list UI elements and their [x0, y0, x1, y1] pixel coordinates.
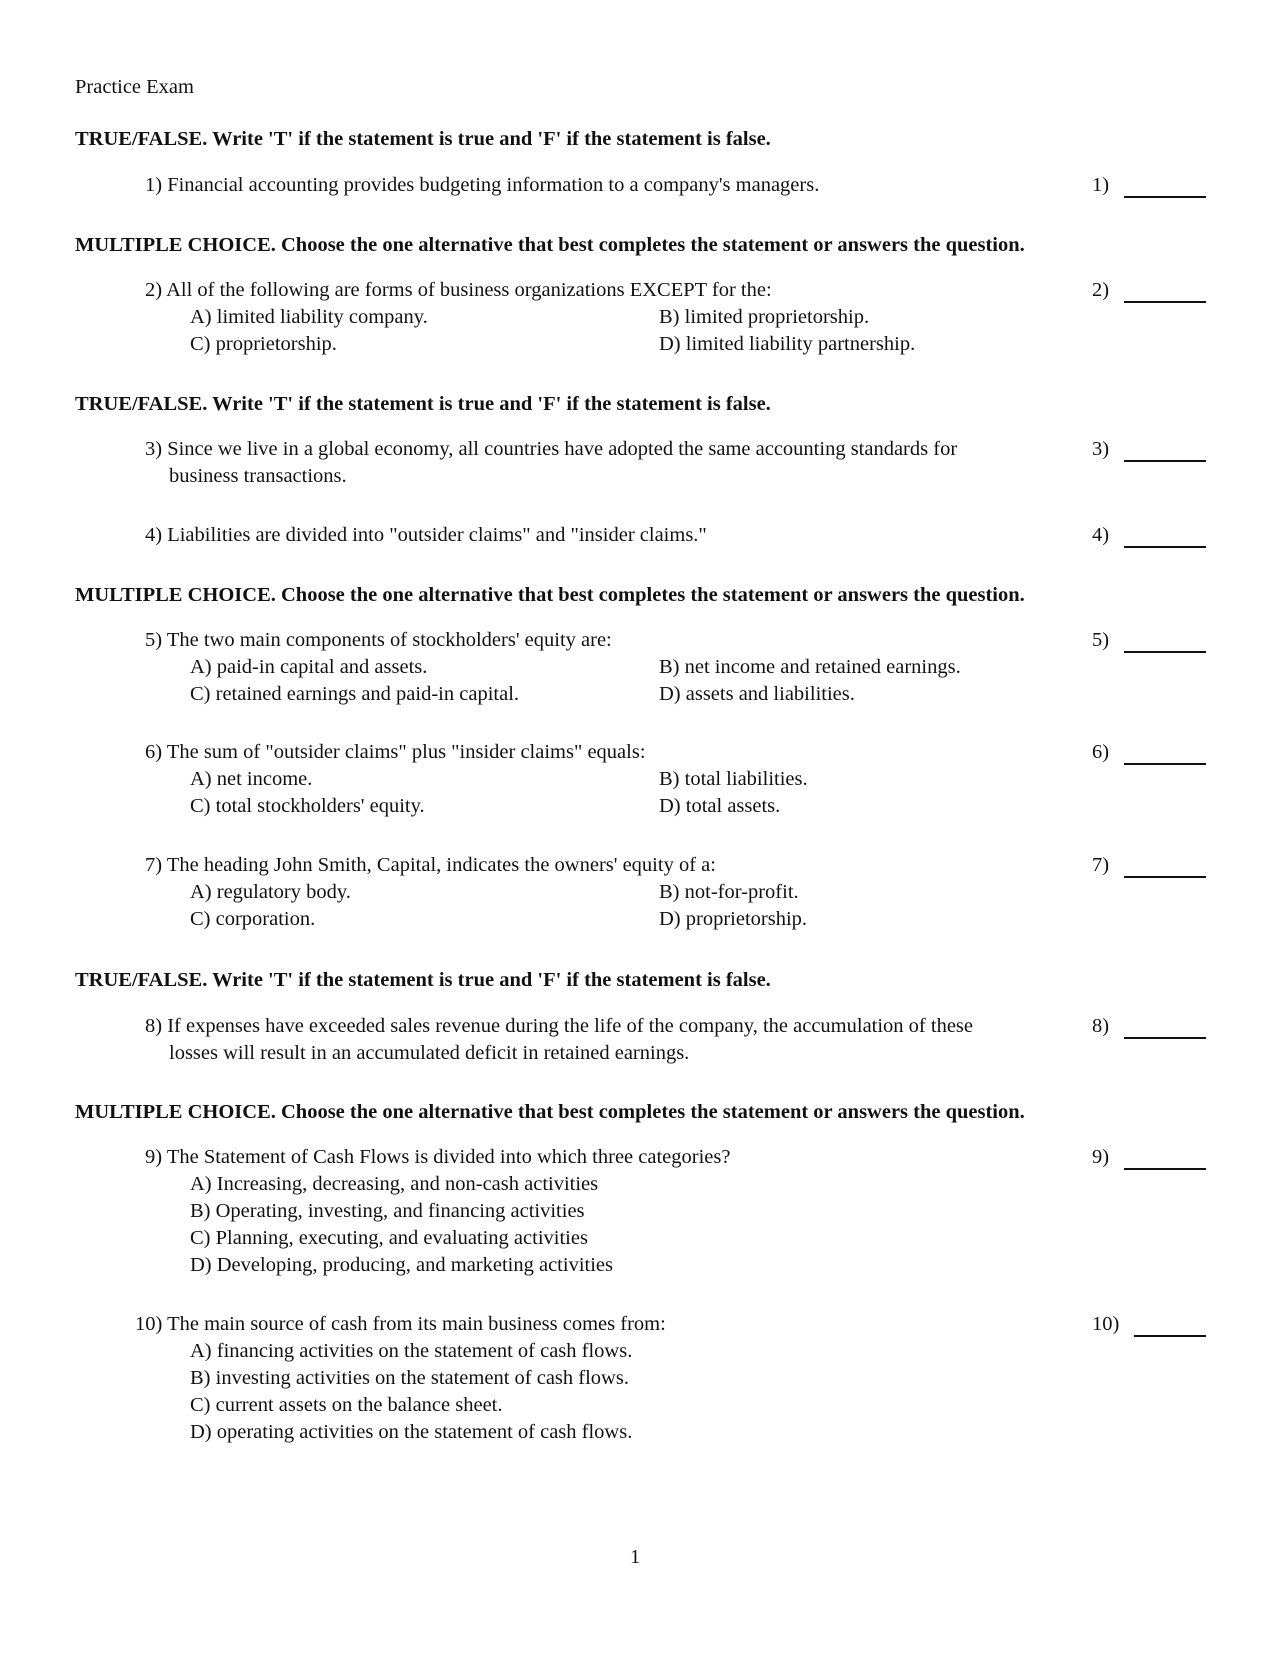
options-grid: [190, 304, 1280, 358]
option-d: D) total assets.: [659, 795, 781, 817]
section-heading-true-false: TRUE/FALSE. Write 'T' if the statement is true and 'F' if the statement is false.: [75, 393, 771, 415]
answer-blank[interactable]: [1134, 1335, 1206, 1337]
question-stem-continued: losses will result in an accumulated deficit in retained earnings.: [169, 1042, 690, 1064]
answer-slot-3[interactable]: [1092, 436, 1204, 463]
page-number: 1: [630, 1546, 641, 1568]
answer-blank[interactable]: [1124, 460, 1206, 462]
option-a: A) net income.: [190, 768, 313, 790]
option-b: B) not-for-profit.: [659, 881, 799, 903]
option-c: C) current assets on the balance sheet.: [190, 1394, 503, 1416]
options-grid: [190, 766, 1280, 820]
question-10: [0, 1311, 1280, 1446]
section-heading-multiple-choice: MULTIPLE CHOICE. Choose the one alternative that best completes the statement or answers the question.: [75, 1101, 1025, 1123]
answer-blank[interactable]: [1124, 1168, 1206, 1170]
section-heading-multiple-choice: MULTIPLE CHOICE. Choose the one alternative that best completes the statement or answers the question.: [75, 234, 1025, 256]
answer-slot-10[interactable]: [1092, 1311, 1204, 1338]
question-stem: 10) The main source of cash from its main business comes from:: [135, 1313, 666, 1335]
options-list: [190, 1338, 1280, 1446]
question-4: [0, 522, 1280, 549]
answer-blank[interactable]: [1124, 876, 1206, 878]
answer-slot-4[interactable]: [1092, 522, 1204, 549]
question-8: [0, 1013, 1280, 1067]
answer-slot-7[interactable]: [1092, 852, 1204, 879]
question-stem: 3) Since we live in a global economy, all countries have adopted the same accounting standards for: [145, 438, 958, 460]
question-3: [0, 436, 1280, 490]
option-b: B) Operating, investing, and financing activities: [190, 1200, 585, 1222]
question-1: [0, 172, 1280, 199]
answer-blank[interactable]: [1124, 763, 1206, 765]
answer-slot-6[interactable]: [1092, 739, 1204, 766]
question-9: [0, 1144, 1280, 1279]
option-c: C) Planning, executing, and evaluating activities: [190, 1227, 588, 1249]
answer-slot-2[interactable]: [1092, 277, 1204, 304]
question-stem: 2) All of the following are forms of business organizations EXCEPT for the:: [145, 279, 772, 301]
question-stem: 7) The heading John Smith, Capital, indicates the owners' equity of a:: [145, 854, 716, 876]
option-a: A) financing activities on the statement of cash flows.: [190, 1340, 633, 1362]
answer-number: 3): [1092, 438, 1110, 460]
question-stem: 4) Liabilities are divided into "outsider claims" and "insider claims.": [145, 524, 707, 546]
answer-blank[interactable]: [1124, 651, 1206, 653]
option-d: D) assets and liabilities.: [659, 683, 855, 705]
question-6: [0, 739, 1280, 820]
options-grid: [190, 879, 1280, 933]
question-7: [0, 852, 1280, 933]
question-2: [0, 277, 1280, 358]
option-d: D) proprietorship.: [659, 908, 808, 930]
answer-number: 7): [1092, 854, 1110, 876]
option-d: D) operating activities on the statement of cash flows.: [190, 1421, 633, 1443]
option-a: A) Increasing, decreasing, and non-cash activities: [190, 1173, 599, 1195]
option-c: C) proprietorship.: [190, 333, 337, 355]
question-stem: 5) The two main components of stockholders' equity are:: [145, 629, 612, 651]
answer-number: 8): [1092, 1015, 1110, 1037]
answer-number: 1): [1092, 174, 1110, 196]
option-c: C) corporation.: [190, 908, 316, 930]
option-c: C) retained earnings and paid-in capital.: [190, 683, 520, 705]
answer-blank[interactable]: [1124, 196, 1206, 198]
option-a: A) paid-in capital and assets.: [190, 656, 428, 678]
answer-number: 10): [1092, 1313, 1120, 1335]
question-stem: 1) Financial accounting provides budgeting information to a company's managers.: [145, 174, 820, 196]
options-grid: [190, 654, 1280, 708]
options-list: [190, 1171, 1280, 1279]
document-title: Practice Exam: [75, 76, 194, 98]
question-stem-continued: business transactions.: [169, 465, 347, 487]
answer-slot-1[interactable]: [1092, 172, 1204, 199]
question-stem: 8) If expenses have exceeded sales revenue during the life of the company, the accumulation of these: [145, 1015, 974, 1037]
section-heading-true-false: TRUE/FALSE. Write 'T' if the statement is true and 'F' if the statement is false.: [75, 969, 771, 991]
answer-blank[interactable]: [1124, 301, 1206, 303]
answer-blank[interactable]: [1124, 1037, 1206, 1039]
answer-number: 2): [1092, 279, 1110, 301]
option-d: D) Developing, producing, and marketing activities: [190, 1254, 613, 1276]
section-heading-multiple-choice: MULTIPLE CHOICE. Choose the one alternative that best completes the statement or answers the question.: [75, 584, 1025, 606]
option-a: A) regulatory body.: [190, 881, 351, 903]
section-heading-true-false: TRUE/FALSE. Write 'T' if the statement is true and 'F' if the statement is false.: [75, 128, 771, 150]
question-stem: 6) The sum of "outsider claims" plus "insider claims" equals:: [145, 741, 646, 763]
question-5: [0, 627, 1280, 708]
option-d: D) limited liability partnership.: [659, 333, 916, 355]
answer-number: 5): [1092, 629, 1110, 651]
option-a: A) limited liability company.: [190, 306, 428, 328]
option-b: B) net income and retained earnings.: [659, 656, 961, 678]
option-b: B) investing activities on the statement of cash flows.: [190, 1367, 629, 1389]
answer-number: 4): [1092, 524, 1110, 546]
answer-slot-5[interactable]: [1092, 627, 1204, 654]
question-stem: 9) The Statement of Cash Flows is divided into which three categories?: [145, 1146, 731, 1168]
answer-blank[interactable]: [1124, 546, 1206, 548]
answer-number: 6): [1092, 741, 1110, 763]
answer-slot-8[interactable]: [1092, 1013, 1204, 1040]
option-b: B) limited proprietorship.: [659, 306, 870, 328]
answer-number: 9): [1092, 1146, 1110, 1168]
option-c: C) total stockholders' equity.: [190, 795, 425, 817]
answer-slot-9[interactable]: [1092, 1144, 1204, 1171]
option-b: B) total liabilities.: [659, 768, 808, 790]
